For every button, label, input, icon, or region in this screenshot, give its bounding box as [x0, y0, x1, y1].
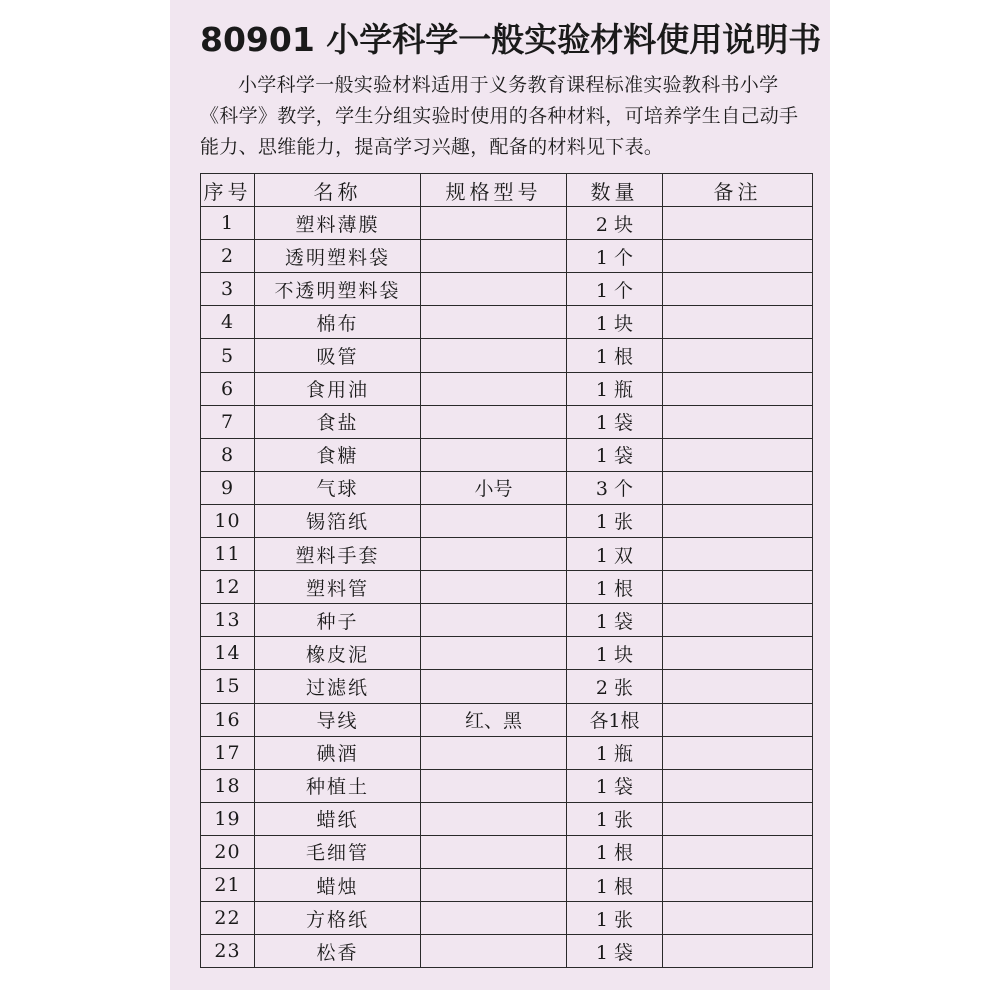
cell-name: 透明塑料袋: [255, 240, 421, 273]
table-row: [201, 604, 813, 637]
table-row: [201, 902, 813, 935]
cell-name: 吸管: [255, 339, 421, 372]
cell-name: 食糖: [255, 438, 421, 471]
cell-spec: [421, 604, 567, 637]
cell-name: 导线: [255, 703, 421, 736]
cell-name: 食盐: [255, 405, 421, 438]
cell-note: [663, 802, 813, 835]
cell-name: 气球: [255, 471, 421, 504]
cell-no: 3: [201, 273, 255, 306]
header-qty: 数量: [567, 174, 663, 207]
cell-spec: [421, 273, 567, 306]
cell-name: 塑料管: [255, 571, 421, 604]
cell-qty: 1 根: [567, 339, 663, 372]
cell-spec: [421, 571, 567, 604]
cell-no: 22: [201, 902, 255, 935]
cell-qty: 1 袋: [567, 604, 663, 637]
table-row: [201, 736, 813, 769]
cell-note: [663, 273, 813, 306]
table-row: [201, 935, 813, 968]
cell-note: [663, 207, 813, 240]
table-row: [201, 405, 813, 438]
table-row: [201, 504, 813, 537]
cell-no: 20: [201, 835, 255, 868]
cell-no: 8: [201, 438, 255, 471]
cell-qty: 2 块: [567, 207, 663, 240]
cell-name: 毛细管: [255, 835, 421, 868]
cell-note: [663, 240, 813, 273]
cell-note: [663, 372, 813, 405]
cell-name: 不透明塑料袋: [255, 273, 421, 306]
cell-qty: 1 张: [567, 802, 663, 835]
instruction-sheet: [170, 0, 830, 990]
cell-qty: 1 个: [567, 273, 663, 306]
cell-qty: 1 块: [567, 306, 663, 339]
cell-no: 2: [201, 240, 255, 273]
table-row: [201, 273, 813, 306]
cell-no: 21: [201, 868, 255, 901]
cell-spec: [421, 935, 567, 968]
cell-no: 19: [201, 802, 255, 835]
cell-note: [663, 902, 813, 935]
cell-no: 11: [201, 538, 255, 571]
cell-qty: 1 张: [567, 902, 663, 935]
cell-qty: 2 张: [567, 670, 663, 703]
table-row: [201, 835, 813, 868]
document-title: 80901 小学科学一般实验材料使用说明书: [200, 20, 822, 59]
cell-qty: 1 瓶: [567, 736, 663, 769]
cell-name: 过滤纸: [255, 670, 421, 703]
table-row: [201, 868, 813, 901]
cell-qty: 1 袋: [567, 935, 663, 968]
table-row: [201, 240, 813, 273]
cell-spec: [421, 835, 567, 868]
cell-note: [663, 703, 813, 736]
cell-qty: 1 块: [567, 637, 663, 670]
cell-spec: 红、黑: [421, 703, 567, 736]
cell-note: [663, 405, 813, 438]
cell-note: [663, 504, 813, 537]
cell-note: [663, 868, 813, 901]
cell-spec: [421, 769, 567, 802]
table-row: [201, 372, 813, 405]
cell-note: [663, 471, 813, 504]
cell-note: [663, 306, 813, 339]
cell-no: 1: [201, 207, 255, 240]
cell-name: 方格纸: [255, 902, 421, 935]
cell-note: [663, 670, 813, 703]
table-row: [201, 637, 813, 670]
intro-paragraph: 小学科学一般实验材料适用于义务教育课程标准实验教科书小学《科学》教学，学生分组实验时使用的各种材料，可培养学生自己动手能力、思维能力，提高学习兴趣，配备的材料见下表。: [200, 74, 799, 158]
cell-qty: 1 根: [567, 868, 663, 901]
cell-spec: [421, 868, 567, 901]
table-row: [201, 703, 813, 736]
header-spec: 规格型号: [421, 174, 567, 207]
cell-qty: 1 袋: [567, 769, 663, 802]
cell-note: [663, 835, 813, 868]
cell-spec: [421, 339, 567, 372]
cell-spec: 小号: [421, 471, 567, 504]
cell-qty: 1 根: [567, 571, 663, 604]
cell-name: 碘酒: [255, 736, 421, 769]
cell-spec: [421, 736, 567, 769]
table-row: [201, 471, 813, 504]
cell-name: 塑料手套: [255, 538, 421, 571]
cell-spec: [421, 637, 567, 670]
table-row: [201, 339, 813, 372]
cell-spec: [421, 306, 567, 339]
cell-note: [663, 935, 813, 968]
cell-name: 种植土: [255, 769, 421, 802]
cell-spec: [421, 405, 567, 438]
header-name: 名称: [255, 174, 421, 207]
cell-no: 9: [201, 471, 255, 504]
cell-spec: [421, 207, 567, 240]
table-row: [201, 306, 813, 339]
header-no: 序号: [201, 174, 255, 207]
cell-name: 锡箔纸: [255, 504, 421, 537]
table-row: [201, 207, 813, 240]
cell-name: 蜡纸: [255, 802, 421, 835]
cell-name: 棉布: [255, 306, 421, 339]
cell-qty: 1 张: [567, 504, 663, 537]
header-note: 备注: [663, 174, 813, 207]
cell-note: [663, 438, 813, 471]
cell-no: 12: [201, 571, 255, 604]
cell-no: 16: [201, 703, 255, 736]
cell-note: [663, 339, 813, 372]
cell-note: [663, 571, 813, 604]
cell-name: 食用油: [255, 372, 421, 405]
cell-name: 松香: [255, 935, 421, 968]
cell-no: 14: [201, 637, 255, 670]
materials-table: [200, 173, 813, 968]
cell-no: 6: [201, 372, 255, 405]
cell-no: 17: [201, 736, 255, 769]
table-row: [201, 438, 813, 471]
cell-no: 15: [201, 670, 255, 703]
cell-spec: [421, 802, 567, 835]
cell-qty: 1 双: [567, 538, 663, 571]
cell-spec: [421, 670, 567, 703]
cell-no: 5: [201, 339, 255, 372]
table-header-row: [201, 174, 813, 207]
cell-note: [663, 637, 813, 670]
cell-qty: 1 瓶: [567, 372, 663, 405]
cell-name: 塑料薄膜: [255, 207, 421, 240]
cell-spec: [421, 438, 567, 471]
cell-note: [663, 604, 813, 637]
cell-note: [663, 736, 813, 769]
cell-note: [663, 769, 813, 802]
cell-qty: 1 袋: [567, 405, 663, 438]
cell-qty: 1 个: [567, 240, 663, 273]
cell-qty: 1 袋: [567, 438, 663, 471]
cell-qty: 3 个: [567, 471, 663, 504]
cell-no: 23: [201, 935, 255, 968]
cell-no: 18: [201, 769, 255, 802]
cell-spec: [421, 504, 567, 537]
cell-name: 蜡烛: [255, 868, 421, 901]
cell-spec: [421, 538, 567, 571]
table-row: [201, 571, 813, 604]
cell-qty: 1 根: [567, 835, 663, 868]
table-row: [201, 670, 813, 703]
materials-table-body: [201, 207, 813, 968]
cell-spec: [421, 240, 567, 273]
cell-name: 种子: [255, 604, 421, 637]
cell-qty: 各1根: [567, 703, 663, 736]
cell-spec: [421, 902, 567, 935]
cell-no: 13: [201, 604, 255, 637]
cell-spec: [421, 372, 567, 405]
table-row: [201, 769, 813, 802]
table-row: [201, 802, 813, 835]
cell-name: 橡皮泥: [255, 637, 421, 670]
cell-no: 10: [201, 504, 255, 537]
cell-note: [663, 538, 813, 571]
cell-no: 7: [201, 405, 255, 438]
table-row: [201, 538, 813, 571]
cell-no: 4: [201, 306, 255, 339]
